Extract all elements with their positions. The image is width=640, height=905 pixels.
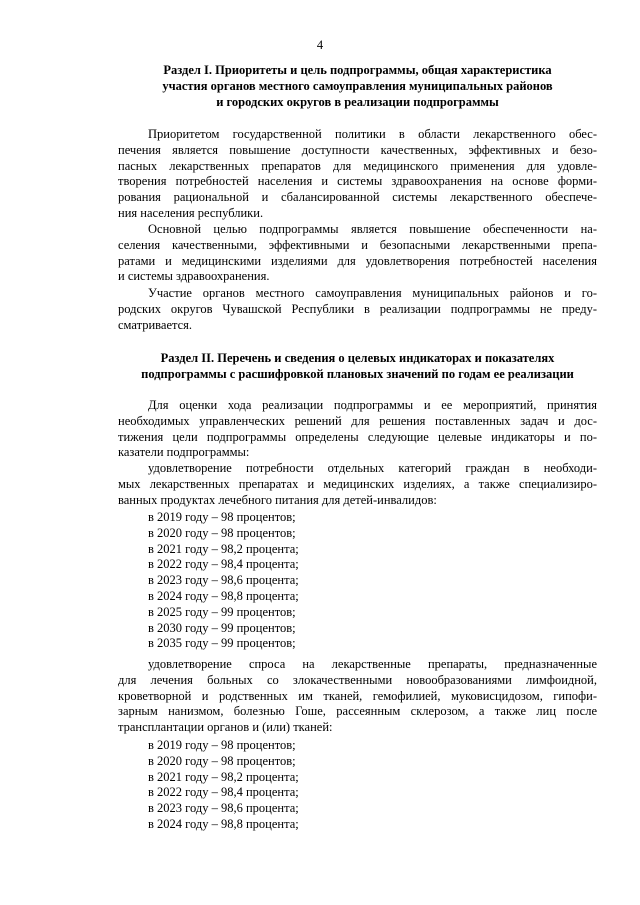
text-line: трансплантации органов и (или) тканей: [118,720,333,735]
section-1-title-line: участия органов местного самоуправления муниципальных районов [162,79,553,93]
list-item: в 2024 году – 98,8 процента; [148,588,299,603]
section-2-intro-paragraph [118,398,597,461]
text-line: Для оценки хода реализации подпрограммы и ее мероприятий, принятия [148,398,597,412]
text-line: зарным нанизмом, болезнью Гоше, рассеянным склерозом, а также лиц после [118,704,597,719]
section-2-title-line: подпрограммы с расшифровкой плановых значений по годам ее реализации [141,367,574,381]
text-line: печения является повышение доступности качественных, эффективных и безо- [118,142,597,157]
text-line: селения качественными, эффективными и безопасными лекарственными препа- [118,237,597,252]
text-line: и системы здравоохранения. [118,269,270,284]
list-item: в 2020 году – 98 процентов; [148,753,296,768]
text-line: пасных лекарственных препаратов для медицинского применения для удовле- [118,158,597,173]
text-line: Участие органов местного самоуправления муниципальных районов и го- [148,286,597,300]
indicator-1-year-list [148,510,299,652]
list-item: в 2035 году – 99 процентов; [148,636,296,651]
list-item: в 2022 году – 98,4 процента; [148,785,299,800]
list-item: в 2020 году – 98 процентов; [148,525,296,540]
text-line: творения потребностей населения и системы здравоохранения на основе форми- [118,174,597,189]
text-line: тижения цели подпрограммы определены следующие целевые индикаторы и по- [118,429,597,444]
section-2-title-line: Раздел II. Перечень и сведения о целевых индикаторах и показателях [160,351,555,365]
indicator-2-year-list [148,738,299,833]
text-line: рования рациональной и сбалансированной системы лекарственного обеспече- [118,190,597,205]
text-line: кроветворной и родственных им тканей, гемофилией, муковисцидозом, гипофи- [118,688,597,703]
section-1-paragraph-priority [118,127,597,222]
list-item: в 2019 году – 98 процентов; [148,510,296,524]
list-item: в 2025 году – 99 процентов; [148,604,296,619]
list-item: в 2023 году – 98,6 процента; [148,573,299,588]
text-line: сматривается. [118,317,193,332]
list-item: в 2023 году – 98,6 процента; [148,801,299,816]
section-1-title [118,62,597,110]
text-line: ния населения республики. [118,205,264,220]
text-line: Основной целью подпрограммы является повышение обеспеченности на- [148,222,597,236]
text-line: ратами и медицинскими изделиями для удовлетворения потребностей населения [118,253,597,268]
text-line: для лечения больных со злокачественными новообразованиями лимфоидной, [118,672,597,687]
section-1-paragraph-goal [118,222,597,285]
section-1-title-line: Раздел I. Приоритеты и цель подпрограммы, общая характеристика [163,63,552,77]
list-item: в 2024 году – 98,8 процента; [148,816,299,831]
text-line: ванных продуктах лечебного питания для детей-инвалидов: [118,492,437,507]
section-2-title [118,350,597,382]
list-item: в 2022 году – 98,4 процента; [148,557,299,572]
list-item: в 2021 году – 98,2 процента; [148,769,299,784]
text-line: мых лекарственных препаратах и медицинских изделиях, а также специализиро- [118,476,597,491]
section-1-title-line: и городских округов в реализации подпрограммы [216,95,499,109]
indicator-1-paragraph [118,461,597,508]
section-1-paragraph-participation [118,286,597,333]
text-line: удовлетворение спроса на лекарственные препараты, предназначенные [148,657,597,671]
text-line: Приоритетом государственной политики в области лекарственного обес- [148,127,597,141]
text-line: удовлетворение потребности отдельных категорий граждан в необходи- [148,461,597,475]
list-item: в 2030 году – 99 процентов; [148,620,296,635]
text-line: казатели подпрограммы: [118,445,250,460]
text-line: необходимых управленческих решений для решения поставленных задач и дос- [118,413,597,428]
page-number: 4 [316,38,324,52]
indicator-2-paragraph [118,657,597,736]
list-item: в 2019 году – 98 процентов; [148,738,296,752]
text-line: родских округов Чувашской Республики в реализации подпрограммы не преду- [118,301,597,316]
list-item: в 2021 году – 98,2 процента; [148,541,299,556]
